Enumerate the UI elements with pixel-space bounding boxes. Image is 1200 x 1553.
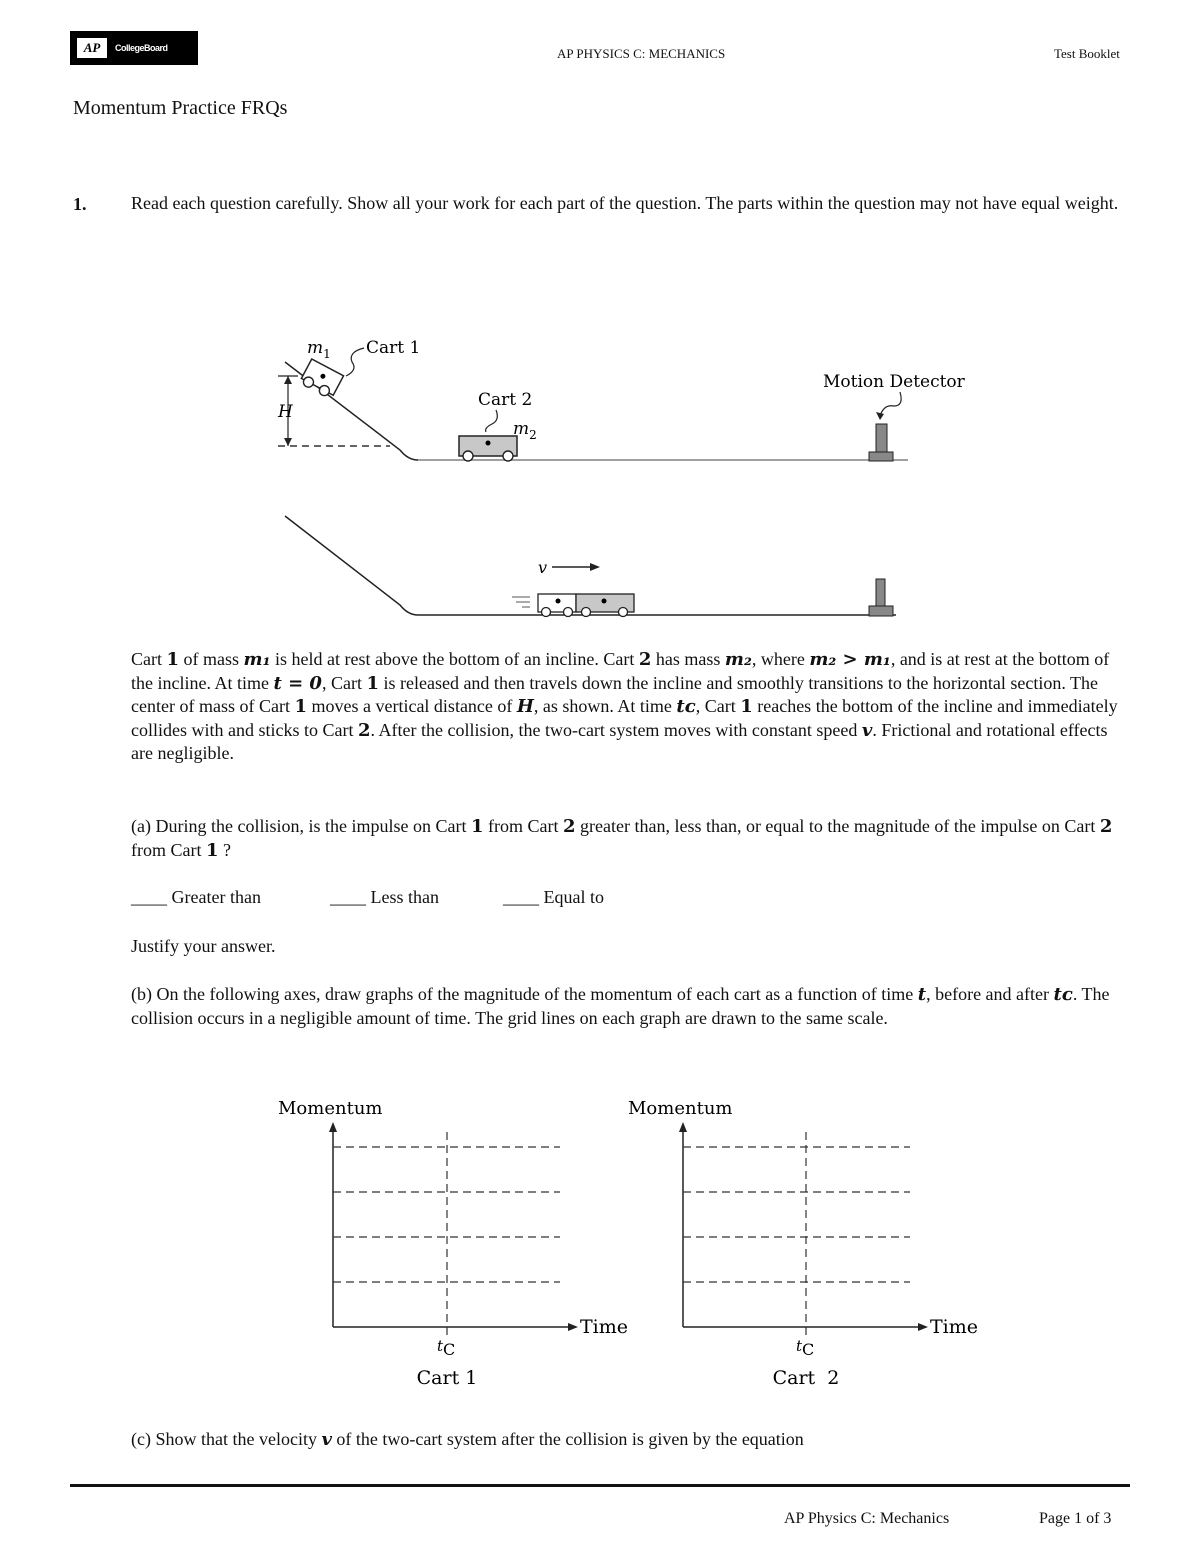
choice-less-than[interactable]: ____ Less than	[330, 887, 439, 907]
graph-title: Cart 2	[772, 1367, 840, 1389]
motion-detector-label: Motion Detector	[823, 372, 965, 392]
motion-detector-bottom	[869, 579, 893, 616]
cart-1-label: Cart 1	[366, 338, 421, 358]
cart-2-mass-label: $m_2$	[513, 419, 537, 442]
graph-cart-1[interactable]	[278, 1098, 628, 1389]
footer-divider	[70, 1484, 1130, 1487]
graph-cart-2[interactable]	[628, 1098, 978, 1389]
velocity-label: v	[538, 558, 548, 577]
momentum-graphs	[270, 1090, 1000, 1400]
y-axis-arrowhead	[329, 1122, 337, 1132]
footer-course: AP Physics C: Mechanics	[784, 1510, 950, 1527]
cart-1-mass-label: $m_1$	[307, 338, 331, 361]
x-axis-arrowhead	[568, 1323, 578, 1331]
y-axis-label: Momentum	[278, 1098, 383, 1119]
header-course: AP PHYSICS C: MECHANICS	[557, 46, 726, 61]
height-label: H	[278, 402, 293, 422]
part-c-prompt: (c) Show that the velocity v of the two-cart system after the collision is given by the equation	[131, 1429, 804, 1450]
part-a-prompt: (a) During the collision, is the impulse on Cart 1 from Cart 2 greater than, less than, or equal to the magnitude of the impulse on Cart 2 from Cart 1 ?	[131, 816, 1113, 861]
cart-2-at-rest	[459, 436, 517, 461]
header-booklet: Test Booklet	[1054, 46, 1120, 61]
graph-title: Cart 1	[416, 1367, 478, 1389]
incline-diagram	[260, 320, 1000, 630]
y-axis-arrowhead	[679, 1122, 687, 1132]
x-axis-label: Time	[580, 1316, 629, 1338]
combined-carts	[512, 594, 634, 617]
x-axis-arrowhead	[918, 1323, 928, 1331]
tick-label-tc: tC	[437, 1337, 456, 1359]
college-board-logo: CollegeBoard	[115, 43, 168, 53]
motion-detector-top	[869, 424, 893, 461]
choice-greater-than[interactable]: ____ Greater than	[131, 887, 261, 907]
ap-college-board-logo	[70, 31, 198, 65]
cart-1-on-incline	[299, 359, 343, 400]
justify-prompt: Justify your answer.	[131, 936, 276, 956]
question-instructions: Read each question carefully. Show all your work for each part of the question. The parts within the question may not have equal weight.	[131, 193, 1119, 213]
x-axis-label: Time	[930, 1316, 979, 1338]
page-title: Momentum Practice FRQs	[73, 97, 288, 119]
cart-2-label: Cart 2	[478, 390, 533, 410]
part-b-prompt: (b) On the following axes, draw graphs of the magnitude of the momentum of each cart as a function of time t, before and after tᴄ. The collision occurs in a negligible amount of time. The grid lines on each graph are drawn to the same scale.	[131, 984, 1110, 1028]
tick-label-tc: tC	[796, 1337, 815, 1359]
ap-logo: AP	[77, 38, 107, 58]
footer-page-number: Page 1 of 3	[1039, 1510, 1112, 1527]
question-stem: Cart 1 of mass m₁ is held at rest above the bottom of an incline. Cart 2 has mass m₂, where m₂ > m₁, and is at rest at the bottom of the incline. At time t = 0, Cart 1 is released and then travels down the incline and smoothly transitions to the horizontal section. The center of mass of Cart 1 moves a vertical distance of H, as shown. At time tᴄ, Cart 1 reaches the bottom of the incline and immediately collides with and sticks to Cart 2. After the collision, the two-cart system moves with constant speed v. Frictional and rotational effects are negligible.	[131, 649, 1118, 763]
question-number: 1.	[73, 194, 87, 214]
choice-equal-to[interactable]: ____ Equal to	[503, 887, 604, 907]
y-axis-label: Momentum	[628, 1098, 733, 1119]
incline-top	[277, 362, 908, 460]
